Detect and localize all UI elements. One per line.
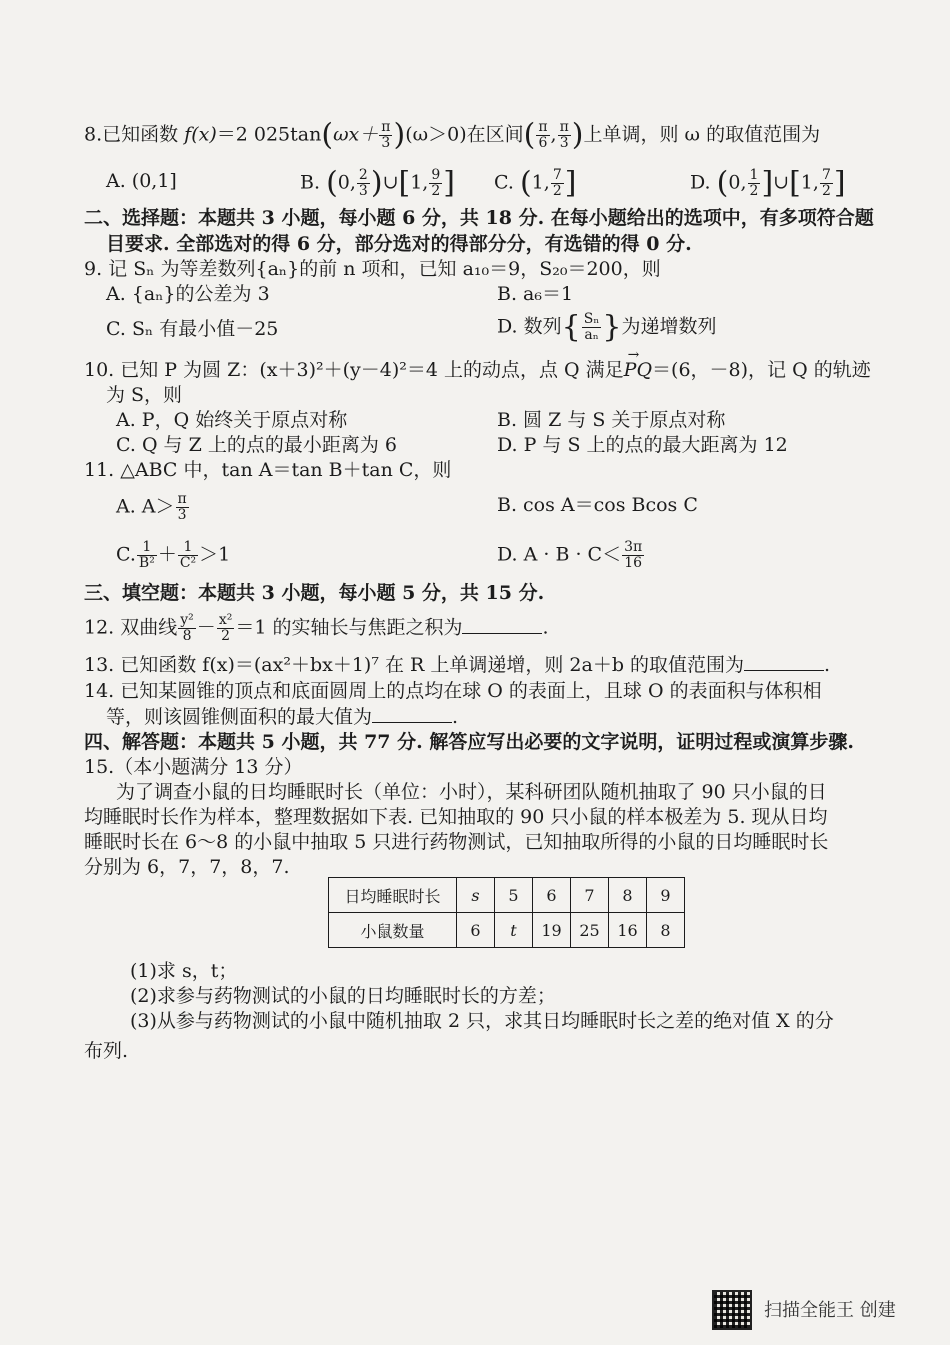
q15-sub1: (1)求 s，t； [130, 960, 238, 982]
table-cell: 8 [609, 878, 647, 913]
table-row [329, 913, 685, 948]
table-cell: 6 [457, 913, 495, 948]
q8-option-c: C. (1, $\frac{7}{2}$ ] [494, 165, 577, 201]
q8-stem-f: 上单调，则 ω 的取值范围为 [583, 123, 821, 146]
table-cell: 9 [647, 878, 685, 913]
watermark-text: 扫描全能王 创建 [764, 1300, 896, 1321]
section2-line2: 目要求. 全部选对的得 6 分，部分选对的得部分分，有选错的得 0 分. [106, 233, 692, 255]
q14-line2: 等，则该圆锥侧面积的最大值为 . [106, 706, 459, 728]
q15-sub3b: 布列. [84, 1040, 129, 1062]
q15-p3: 睡眠时长在 6～8 的小鼠中抽取 5 只进行药物测试，已知抽取所得的小鼠的日均睡眠时长 [84, 831, 829, 853]
q9-option-d: D. 数列{ $\frac{\text{Sₙ}}{\text{aₙ}}$ }为递增数列 [497, 309, 717, 345]
q11-stem: 11. △ABC 中，tan A＝tan B＋tan C，则 [84, 459, 452, 481]
q8-frac-pi-3b: $\frac{\pi}{3}$ [559, 119, 569, 151]
q8-stem-e: (ω＞0)在区间 [405, 123, 524, 146]
table-cell: 25 [571, 913, 609, 948]
qr-code-icon [712, 1290, 752, 1330]
section4-title: 四、解答题：本题共 5 小题，共 77 分. 解答应写出必要的文字说明，证明过程或演算步骤. [84, 731, 854, 753]
sleep-data-table [328, 877, 685, 948]
section3-title: 三、填空题：本题共 3 小题，每小题 5 分，共 15 分. [84, 582, 545, 604]
q13-answer-blank[interactable] [744, 652, 824, 671]
q10-stem2: 为 S，则 [106, 384, 183, 406]
q8-option-a: A. (0,1] [106, 170, 177, 192]
table-cell: 8 [647, 913, 685, 948]
q15-sub2: (2)求参与药物测试的小鼠的日均睡眠时长的方差； [130, 985, 556, 1007]
q12-answer-blank[interactable] [462, 615, 542, 634]
q13: 13. 已知函数 f(x)＝(ax²＋bx＋1)⁷ 在 R 上单调递增，则 2a＋b 的取值范围为 . [84, 654, 831, 676]
q8-fx: f(x) [184, 123, 217, 146]
table-header-duration: 日均睡眠时长 [329, 878, 457, 913]
table-header-count: 小鼠数量 [329, 913, 457, 948]
q8-option-b: B. (0, $\frac{2}{3}$ )∪[1, $\frac{9}{2}$ ] [300, 165, 455, 201]
q14-answer-blank[interactable] [372, 704, 452, 723]
q8-stem-c: ＝2 025tan [216, 123, 322, 146]
table-cell: 16 [609, 913, 647, 948]
q9-stem: 9. 记 Sₙ 为等差数列{aₙ}的前 n 项和，已知 a₁₀＝9，S₂₀＝200，则 [84, 258, 661, 280]
table-cell: s [457, 878, 495, 913]
q9-option-a: A. {aₙ}的公差为 3 [106, 283, 270, 305]
q15-head: 15.（本小题满分 13 分） [84, 756, 303, 778]
q15-p4: 分别为 6，7，7，8，7. [84, 856, 290, 878]
q15-sub3: (3)从参与药物测试的小鼠中随机抽取 2 只，求其日均睡眠时长之差的绝对值 X 的分 [130, 1010, 834, 1032]
q14-line1: 14. 已知某圆锥的顶点和底面圆周上的点均在球 O 的表面上，且球 O 的表面积与体积相 [84, 680, 822, 702]
q8-stem: 8.已知函数 f(x)＝2 025tan(ωx＋ $\frac{\pi}{3}$ )(ω＞0)在区间( $\frac{\pi}{6}$ , $\frac{\pi}{3}$ )上单调，则 ω 的取值范围为 [84, 117, 821, 153]
section2-line1: 二、选择题：本题共 3 小题，每小题 6 分，共 18 分. 在每小题给出的选项中，有多项符合题 [84, 207, 874, 229]
q10-option-d: D. P 与 S 上的点的最大距离为 12 [497, 434, 788, 456]
table-cell: 5 [495, 878, 533, 913]
q9-option-b: B. a₆＝1 [497, 283, 574, 305]
q11-option-b: B. cos A＝cos Bcos C [497, 494, 698, 516]
vector-pq: → PQ [624, 357, 652, 383]
q15-p1: 为了调查小鼠的日均睡眠时长（单位：小时），某科研团队随机抽取了 90 只小鼠的日 [116, 781, 827, 803]
q11-option-a: A. A＞ $\frac{\pi}{3}$ [116, 491, 187, 523]
q8-frac-pi-3: $\frac{\pi}{3}$ [381, 119, 391, 151]
q10-stem: 10. 已知 P 为圆 Z：(x＋3)²＋(y－4)²＝4 上的动点，点 Q 满足→ PQ＝(6，－8)，记 Q 的轨迹 [84, 357, 871, 383]
q9-option-c: C. Sₙ 有最小值－25 [106, 318, 279, 340]
table-row [329, 878, 685, 913]
q10-option-a: A. P，Q 始终关于原点对称 [116, 409, 348, 431]
q8-stem-d: ωx＋ [333, 123, 379, 146]
table-cell: 6 [533, 878, 571, 913]
q11-option-d: D. A · B · C＜ $\frac{3\pi}{16}$ [497, 539, 643, 571]
scanner-watermark [712, 1290, 922, 1330]
q12: 12. 双曲线 $\frac{\text{y²}}{8}$ － $\frac{\text{x²}}{2}$ ＝1 的实轴长与焦距之积为 . [84, 612, 549, 644]
table-cell: 7 [571, 878, 609, 913]
q10-option-c: C. Q 与 Z 上的点的最小距离为 6 [116, 434, 397, 456]
table-cell: t [495, 913, 533, 948]
q8-option-d: D. (0, $\frac{1}{2}$ ]∪[1, $\frac{7}{2}$ ] [690, 165, 846, 201]
table-cell: 19 [533, 913, 571, 948]
q10-option-b: B. 圆 Z 与 S 关于原点对称 [497, 409, 726, 431]
q8-frac-pi-6: $\frac{\pi}{6}$ [538, 119, 548, 151]
q8-stem-a: 8.已知函数 [84, 123, 185, 146]
q15-p2: 均睡眠时长作为样本，整理数据如下表. 已知抽取的 90 只小鼠的样本极差为 5. 现从日均 [84, 806, 828, 828]
q11-option-c: C. $\frac{1}{\text{B²}}$ ＋ $\frac{1}{\text{C²}}$ ＞1 [116, 539, 231, 571]
